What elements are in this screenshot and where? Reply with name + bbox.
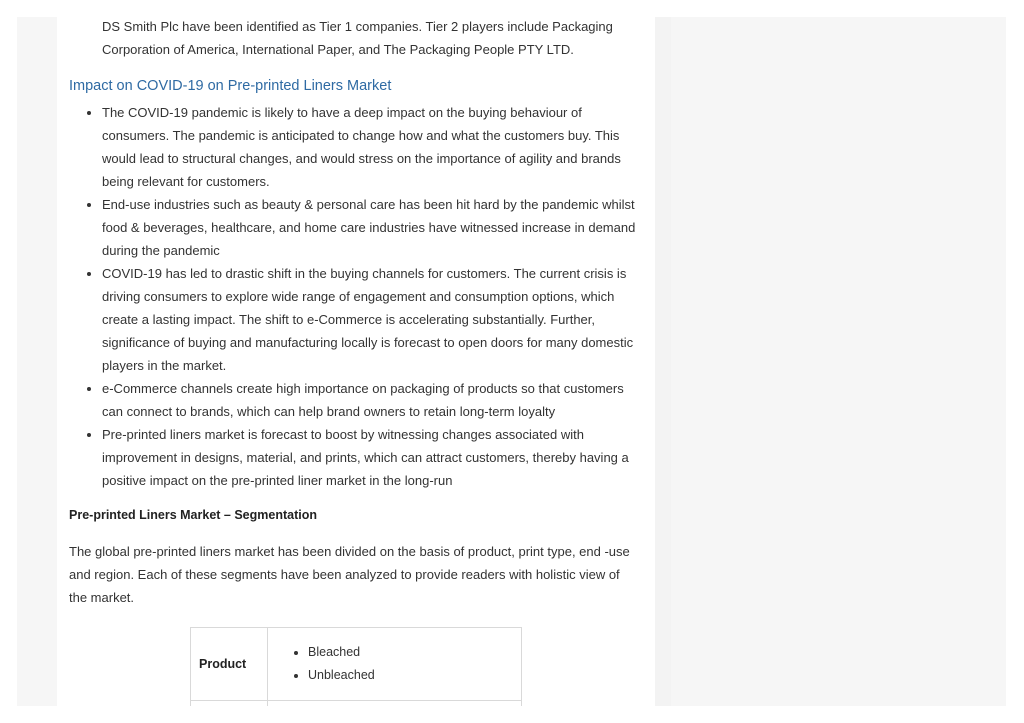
list-item: • Bleached (308, 641, 521, 664)
segment-values (268, 628, 521, 700)
page-background (17, 17, 1006, 706)
article-content (69, 17, 637, 706)
segmentation-table (190, 627, 522, 706)
segment-label (191, 701, 267, 706)
right-sidebar (655, 17, 1006, 706)
segmentation-paragraph: The global pre-printed liners market has been divided on the basis of product, print type, end -use and region. Each of these segments have been analyzed to provide readers with holistic view of the market. (69, 544, 630, 605)
segment-values (268, 701, 521, 706)
segment-label: Product (191, 628, 267, 700)
covid-impact-heading: Impact on COVID-19 on Pre-printed Liners Market (69, 78, 392, 94)
list-item: • COVID-19 has led to drastic shift in the buying channels for customers. The current crisis is driving consumers to explore wide range of engagement and consumption options, which create a lasting impact. The shift to e-Commerce is accelerating substantially. Further, significance of buying and manufacturing locally is forecast to open doors for many domestic players in the market. (102, 262, 637, 377)
table-row (191, 628, 521, 700)
covid-impact-list (69, 101, 637, 492)
list-item: • Pre-printed liners market is forecast to boost by witnessing changes associated with improvement in designs, material, and prints, which can attract customers, thereby having a positive impact on the pre-printed liner market in the long-run (102, 423, 637, 492)
table-row (191, 701, 521, 706)
segmentation-heading: Pre-printed Liners Market – Segmentation (69, 508, 317, 522)
sidebar-divider (655, 17, 671, 706)
article-column (57, 17, 655, 706)
list-item: • e-Commerce channels create high importance on packaging of products so that customers can connect to brands, which can help brand owners to retain long-term loyalty (102, 377, 637, 423)
list-item: • End-use industries such as beauty & personal care has been hit hard by the pandemic whilst food & beverages, healthcare, and home care industries have witnessed increase in demand during the pandemic (102, 193, 637, 262)
list-item: • The COVID-19 pandemic is likely to have a deep impact on the buying behaviour of consumers. The pandemic is anticipated to change how and what the customers buy. This would lead to structural changes, and would stress on the importance of agility and brands being relevant for customers. (102, 101, 637, 193)
list-item: • Unbleached (308, 664, 521, 687)
intro-paragraph: DS Smith Plc have been identified as Tier 1 companies. Tier 2 players include Packaging Corporation of America, International Paper, and The Packaging People PTY LTD. (102, 19, 613, 57)
